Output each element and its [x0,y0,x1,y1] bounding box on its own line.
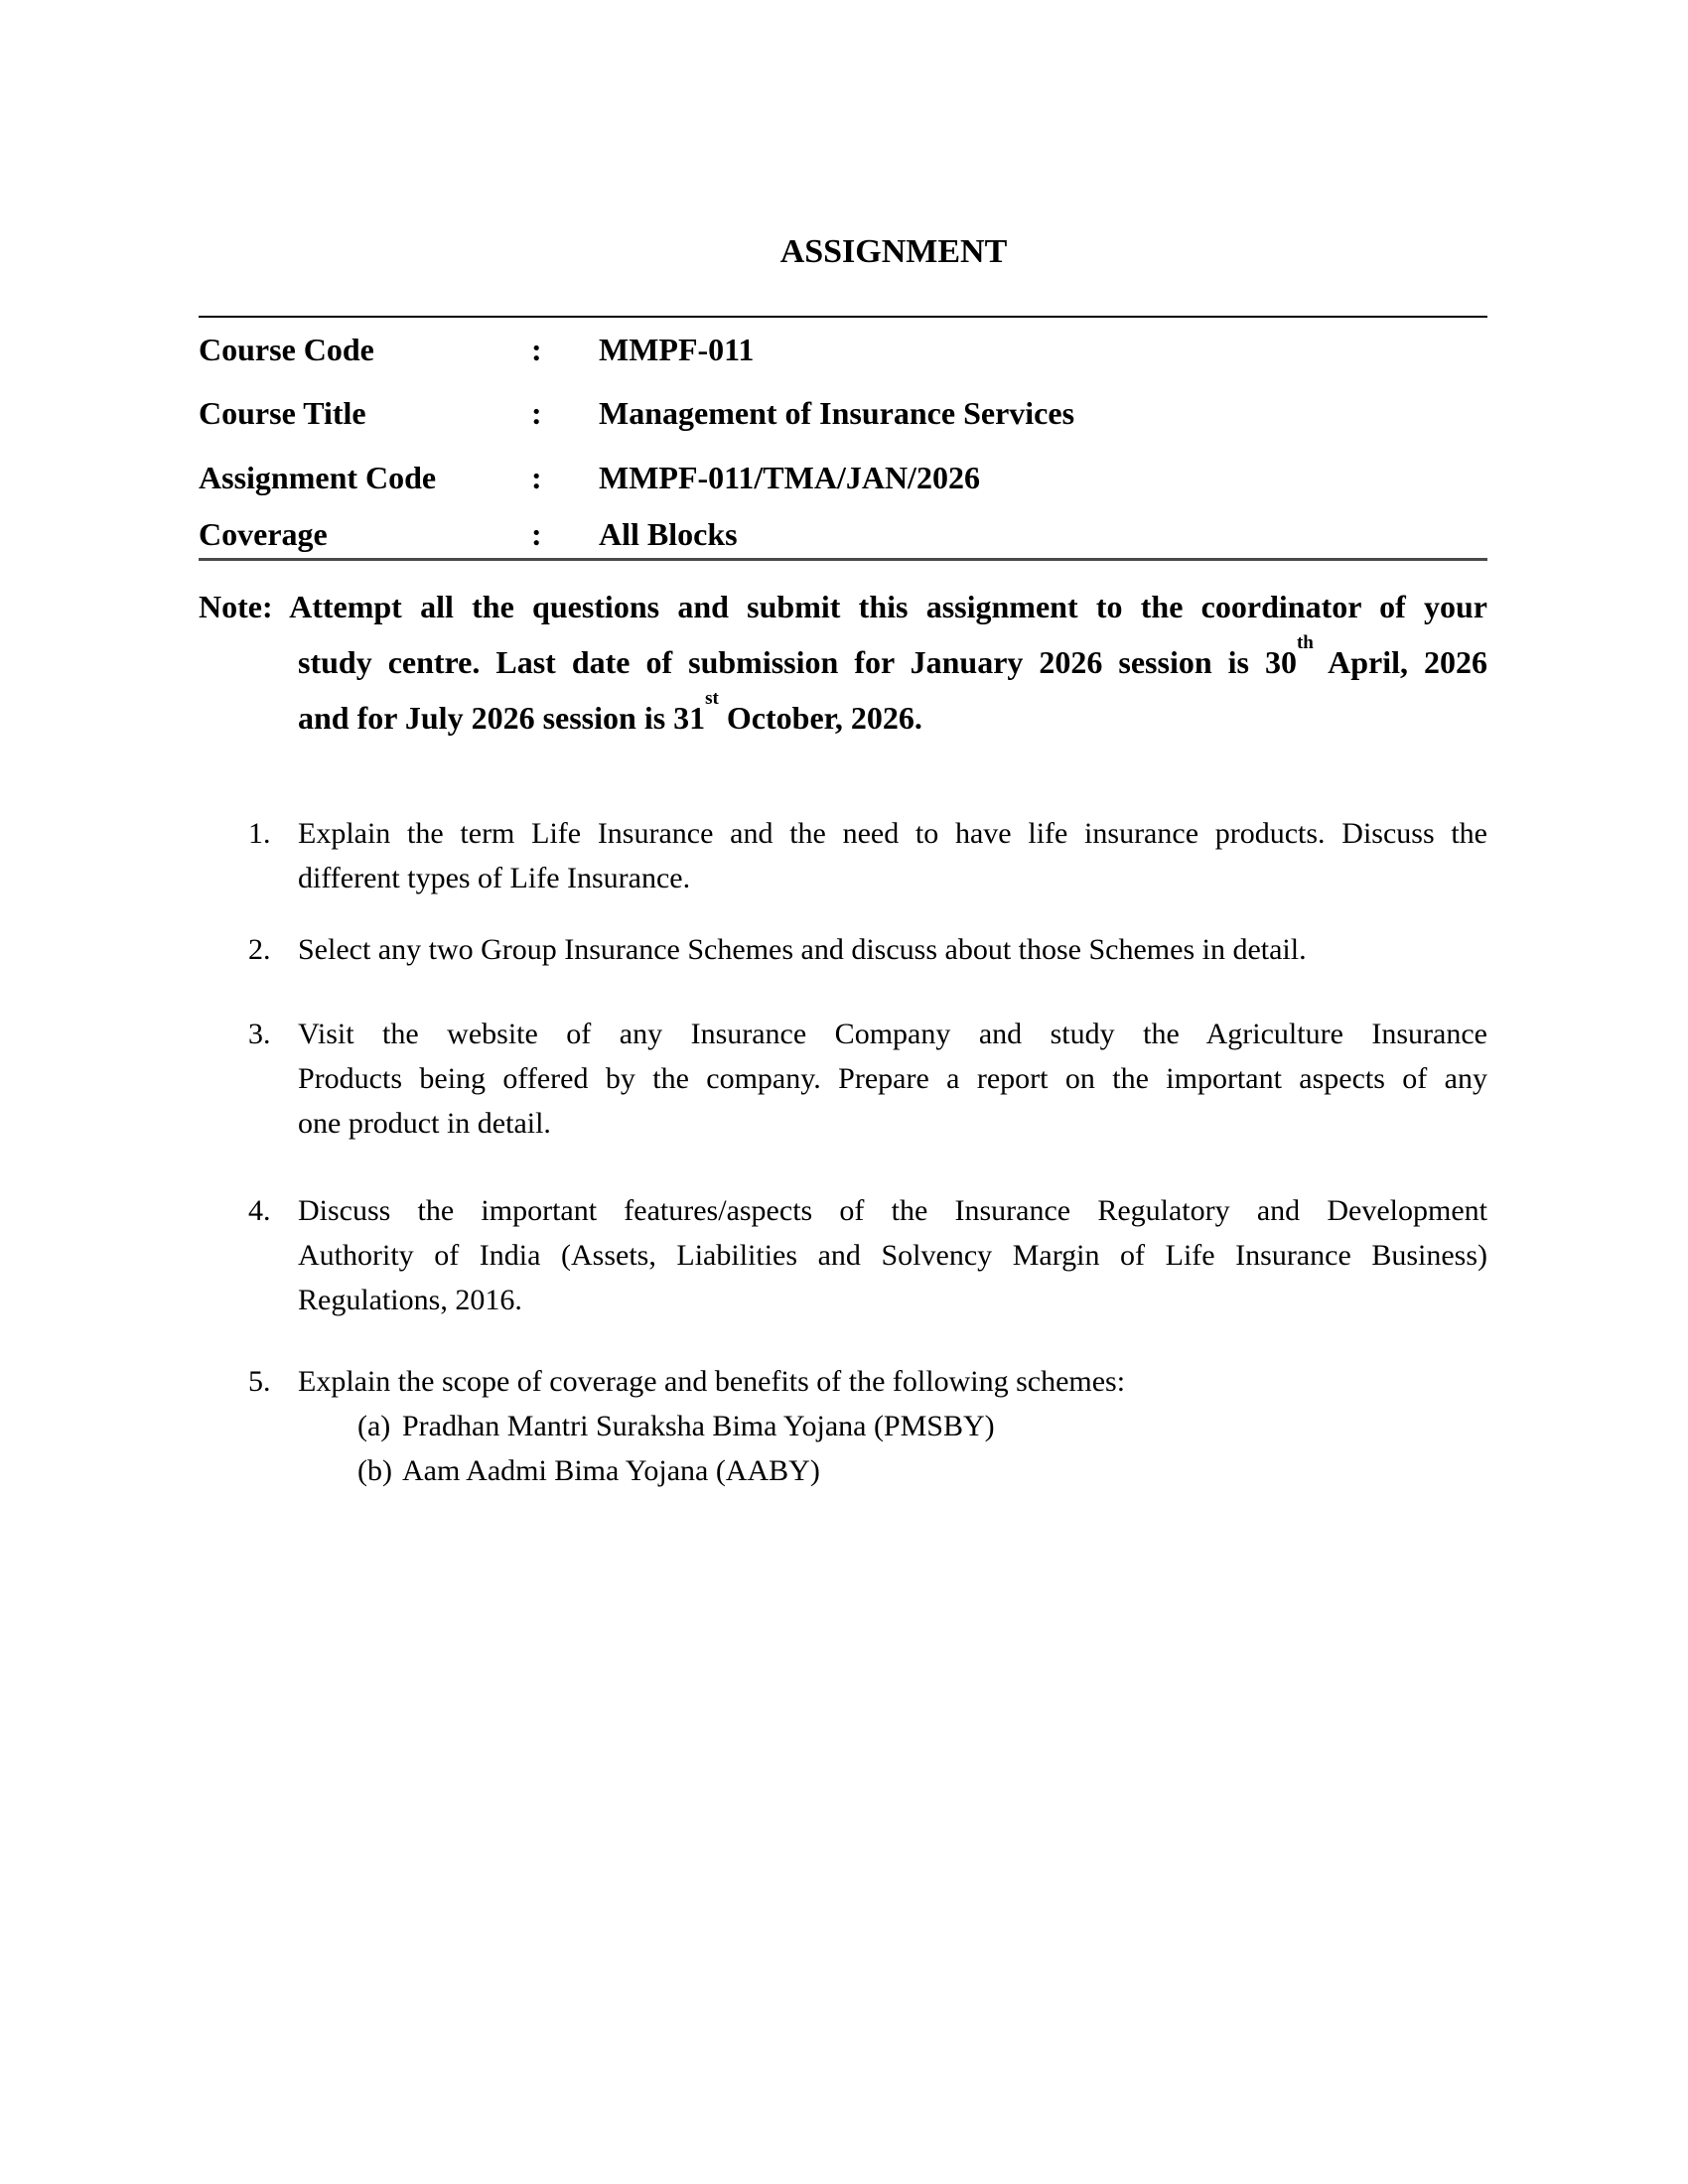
note-line: Note: Attempt all the questions and submit this assignment to the coordinator of your [199,589,1487,624]
question-line: Explain the scope of coverage and benefits of the following schemes: [298,1365,1126,1398]
question-item [199,1359,1487,1493]
note-line [298,634,1487,690]
question-item [199,811,1487,900]
row-separator: : [531,332,542,367]
question-line: Discuss the important features/aspects of the Insurance Regulatory and Development [298,1194,1487,1227]
table-row [199,510,1487,558]
question-subitem [298,1404,1487,1448]
row-separator: : [531,395,542,431]
row-label: Course Code [199,332,374,367]
subitem-marker: (a) [357,1410,391,1442]
question-number: 1. [248,817,271,850]
course-info-table [199,316,1487,561]
superscript-ordinal: th [1296,634,1314,654]
question-line: different types of Life Insurance. [298,862,691,894]
page-title: ASSIGNMENT [779,233,1008,270]
question-text [298,1359,1487,1493]
row-label: Assignment Code [199,460,437,495]
row-separator: : [531,460,542,495]
note-text: April, 2026 [1313,644,1487,680]
question-line: Visit the website of any Insurance Company and study the Agriculture Insurance [298,1018,1487,1050]
note-text: October, 2026. [718,700,922,736]
table-row [199,445,1487,510]
question-item [199,1188,1487,1322]
row-label: Coverage [199,516,328,552]
question-text [298,1012,1487,1146]
row-label: Course Title [199,395,366,431]
note-text: and for July 2026 session is 31 [298,700,706,736]
row-value: Management of Insurance Services [599,395,1075,431]
question-number: 3. [248,1018,271,1050]
question-number: 4. [248,1194,271,1227]
question-line: Explain the term Life Insurance and the need to have life insurance products. Discuss the [298,817,1487,850]
question-text [298,927,1487,972]
row-separator: : [531,516,542,552]
question-item [199,927,1487,972]
question-subitem [298,1448,1487,1493]
question-line: Regulations, 2016. [298,1284,522,1316]
superscript-ordinal: st [705,688,719,710]
subitem-text: Pradhan Mantri Suraksha Bima Yojana (PMSBY) [402,1410,995,1442]
subitem-text: Aam Aadmi Bima Yojana (AABY) [402,1454,820,1487]
question-line: Products being offered by the company. Prepare a report on the important aspects of any [298,1062,1487,1095]
question-item [199,1012,1487,1146]
question-line: one product in detail. [298,1107,551,1140]
subitem-marker: (b) [357,1454,392,1487]
question-text [298,1188,1487,1322]
row-value: MMPF-011 [599,332,755,367]
row-value: All Blocks [599,516,738,552]
row-value: MMPF-011/TMA/JAN/2026 [599,460,980,495]
question-number: 5. [248,1365,271,1398]
question-line: Authority of India (Assets, Liabilities and Solvency Margin of Life Insurance Business) [298,1239,1487,1272]
question-number: 2. [248,933,271,966]
note-line [298,690,1487,746]
note-text: study centre. Last date of submission for January 2026 session is 30 [298,644,1297,680]
question-text [298,811,1487,900]
table-row [199,381,1487,445]
question-line: Select any two Group Insurance Schemes and discuss about those Schemes in detail. [298,933,1307,966]
table-row [199,318,1487,381]
